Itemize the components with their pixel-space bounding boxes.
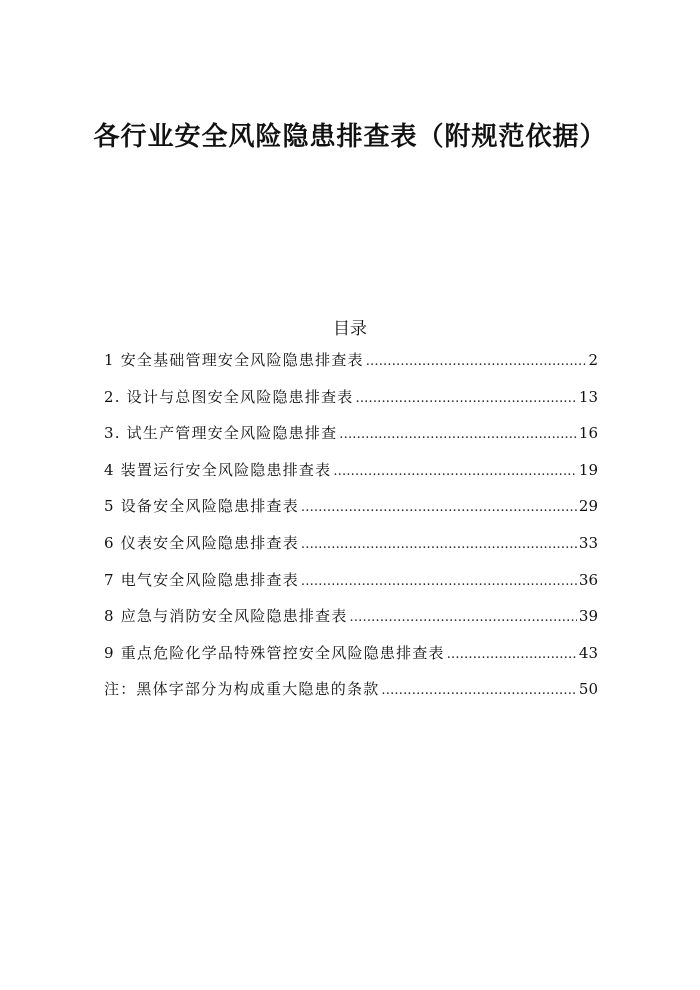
toc-dot-leader <box>333 458 577 486</box>
toc-entry[interactable] <box>104 602 598 639</box>
toc-entry-label: 7 电气安全风险隐患排查表 <box>104 570 299 589</box>
toc-entry[interactable] <box>104 675 598 712</box>
toc-page-number: 2 <box>588 351 598 369</box>
toc-entry[interactable] <box>104 383 598 420</box>
toc-page-number: 43 <box>578 643 598 662</box>
table-of-contents <box>104 346 598 712</box>
toc-entry[interactable] <box>104 492 598 529</box>
toc-dot-leader <box>381 677 577 705</box>
toc-page-number: 19 <box>578 460 598 479</box>
toc-page-number: 29 <box>578 497 598 516</box>
toc-entry[interactable] <box>104 566 598 603</box>
toc-dot-leader <box>350 604 577 632</box>
toc-page-number: 13 <box>578 387 598 406</box>
document-title: 各行业安全风险隐患排查表（附规范依据） <box>93 122 607 152</box>
toc-entry-label: 9 重点危险化学品特殊管控安全风险隐患排查表 <box>104 643 445 662</box>
toc-entry-label: 3. 试生产管理安全风险隐患排查 <box>104 424 338 443</box>
toc-page-number: 33 <box>578 533 598 552</box>
toc-dot-leader <box>301 494 577 522</box>
toc-entry-label: 4 装置运行安全风险隐患排查表 <box>104 460 332 479</box>
toc-entry[interactable] <box>104 346 598 383</box>
toc-entry[interactable] <box>104 419 598 456</box>
toc-entry-label: 2. 设计与总图安全风险隐患排查表 <box>104 387 354 406</box>
toc-dot-leader <box>301 568 577 596</box>
toc-entry-label: 5 设备安全风险隐患排查表 <box>104 497 299 516</box>
toc-entry-label: 8 应急与消防安全风险隐患排查表 <box>104 607 348 626</box>
toc-heading: 目录 <box>333 319 367 339</box>
toc-entry[interactable] <box>104 529 598 566</box>
toc-entry-label: 注：黑体字部分为构成重大隐患的条款 <box>104 680 380 699</box>
toc-entry[interactable] <box>104 456 598 493</box>
toc-page-number: 36 <box>578 570 598 589</box>
toc-dot-leader <box>366 348 587 376</box>
toc-dot-leader <box>301 531 577 559</box>
toc-entry[interactable] <box>104 639 598 676</box>
toc-entry-label: 6 仪表安全风险隐患排查表 <box>104 533 299 552</box>
toc-dot-leader <box>355 385 576 413</box>
toc-page-number: 39 <box>578 607 598 626</box>
toc-page-number: 16 <box>578 424 598 443</box>
toc-dot-leader <box>447 641 577 669</box>
toc-page-number: 50 <box>578 680 598 699</box>
toc-entry-label: 1 安全基础管理安全风险隐患排查表 <box>104 351 364 369</box>
toc-dot-leader <box>339 421 577 449</box>
